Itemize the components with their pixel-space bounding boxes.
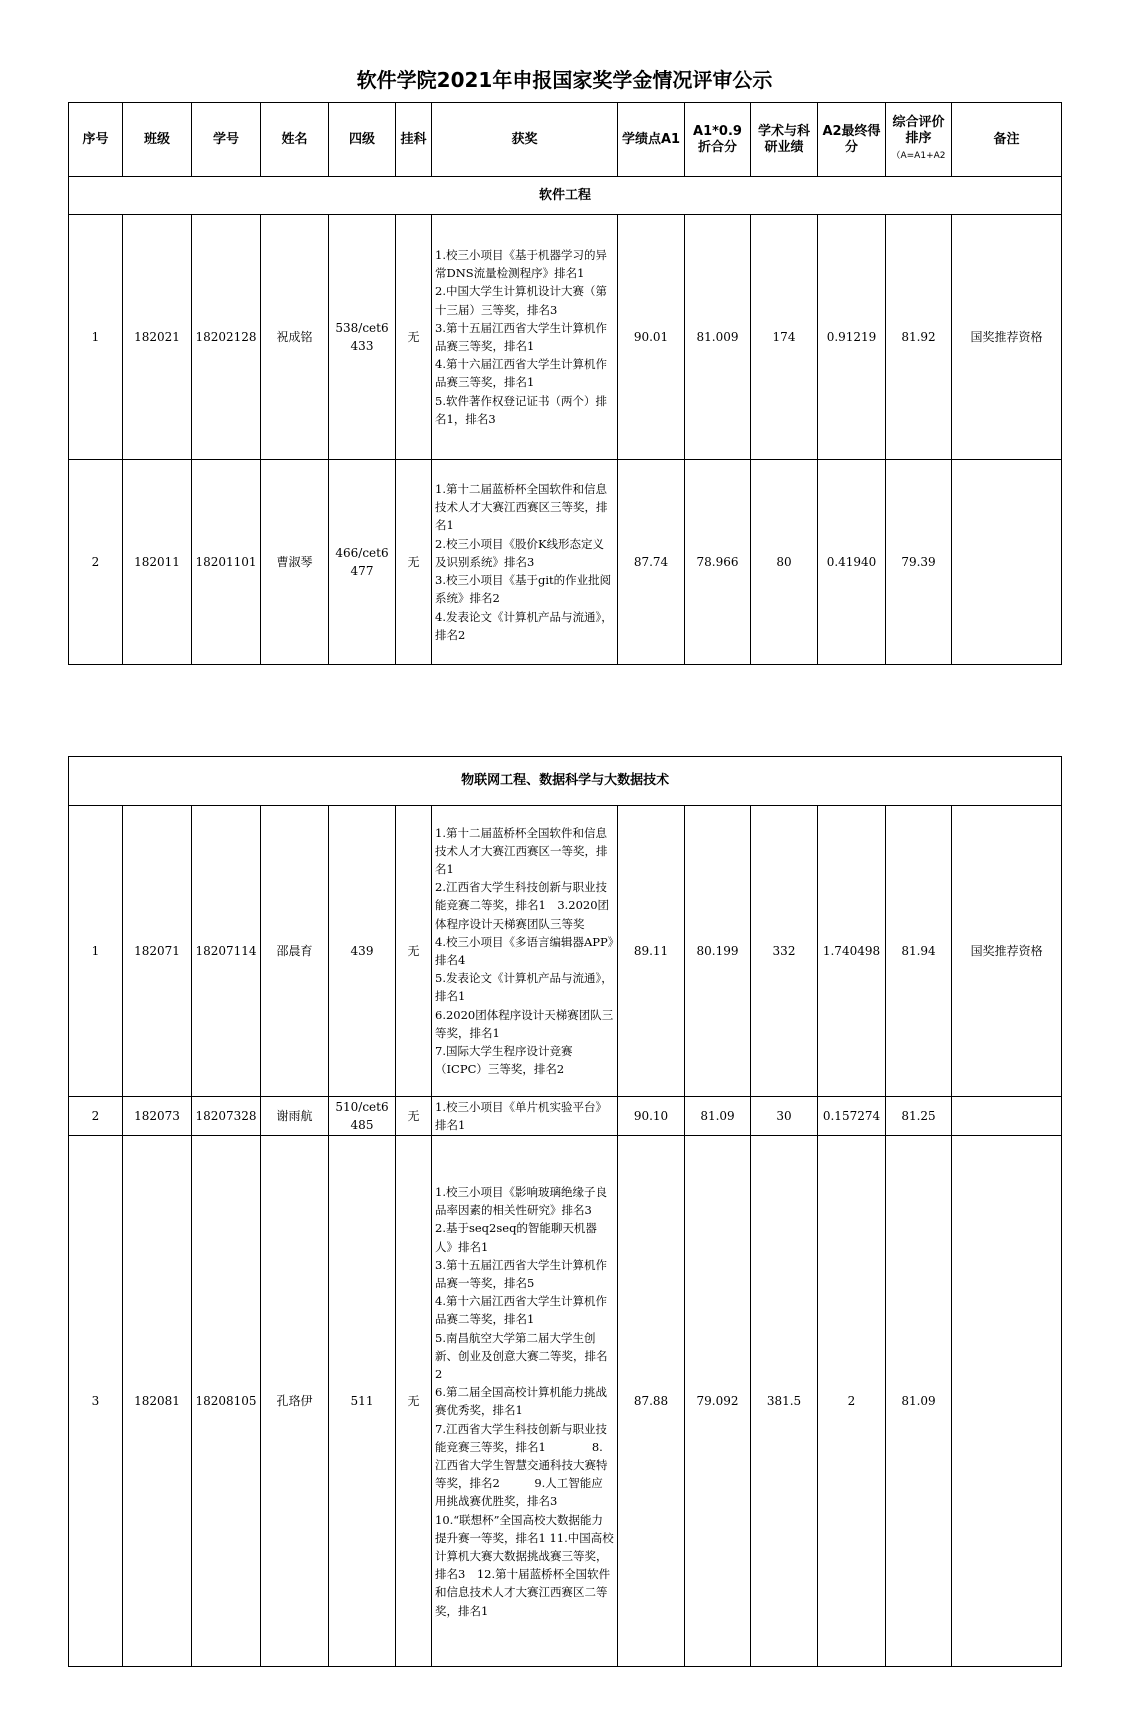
cell-cet: 511 [329, 1136, 396, 1667]
cell-a2-score: 0.157274 [818, 1097, 886, 1136]
cell-cet: 466/cet6 477 [329, 460, 396, 665]
cell-failed: 无 [396, 215, 432, 460]
scholarship-table-iot-data-science [68, 756, 1062, 1667]
cell-a1-score: 81.09 [685, 1097, 751, 1136]
cell-failed: 无 [396, 460, 432, 665]
table-row [69, 806, 1062, 1097]
cell-remark [952, 1136, 1062, 1667]
cell-research: 30 [751, 1097, 818, 1136]
header-research: 学术与科研业绩 [751, 103, 818, 177]
cell-class: 182021 [123, 215, 192, 460]
cell-a1-score: 81.009 [685, 215, 751, 460]
cell-a1-score: 79.092 [685, 1136, 751, 1667]
header-awards: 获奖 [432, 103, 618, 177]
header-rank [886, 103, 952, 177]
header-rank-note: （A=A1+A2 [891, 151, 946, 161]
section-row [69, 757, 1062, 806]
cell-name: 邵晨育 [261, 806, 329, 1097]
section-row [69, 177, 1062, 215]
cell-cet: 538/cet6 433 [329, 215, 396, 460]
cell-student-id: 18208105 [192, 1136, 261, 1667]
cell-research: 381.5 [751, 1136, 818, 1667]
table-row [69, 1136, 1062, 1667]
cell-name: 祝成铭 [261, 215, 329, 460]
cell-a1-score: 80.199 [685, 806, 751, 1097]
table-header-row [69, 103, 1062, 177]
cell-awards: 1.校三小项目《影响玻璃绝缘子良品率因素的相关性研究》排名3 2.基于seq2seq的智能聊天机器人》排名1 3.第十五届江西省大学生计算机作品赛一等奖，排名5 4.第十六届江西省大学生计算机作品赛二等奖，排名1 5.南昌航空大学第二届大学生创新、创业及创意大赛二等奖，排名2 6.第二届全国高校计算机能力挑战赛优秀奖，排名1 7.江西省大学生科技创新与职业技能竞赛三等奖，排名1 8.江西省大学生智慧交通科技大赛特等奖，排名2 9.人工智能应用挑战赛优胜奖，排名3 10.“联想杯”全国高校大数据能力提升赛一等奖，排名1 11.中国高校计算机大赛大数据挑战赛三等奖，排名3 12.第十届蓝桥杯全国软件和信息技术人才大赛江西赛区二等奖，排名1 [432, 1136, 618, 1667]
cell-cet: 439 [329, 806, 396, 1097]
cell-seq: 1 [69, 806, 123, 1097]
table-row [69, 1097, 1062, 1136]
cell-student-id: 18207328 [192, 1097, 261, 1136]
section-title: 软件工程 [69, 177, 1062, 215]
cell-remark [952, 460, 1062, 665]
cell-gpa: 90.01 [618, 215, 685, 460]
header-a2-score: A2最终得分 [818, 103, 886, 177]
cell-awards: 1.校三小项目《单片机实验平台》排名1 [432, 1097, 618, 1136]
section-title: 物联网工程、数据科学与大数据技术 [69, 757, 1062, 806]
page-title: 软件学院2021年申报国家奖学金情况评审公示 [356, 68, 773, 92]
header-failed: 挂科 [396, 103, 432, 177]
cell-a1-score: 78.966 [685, 460, 751, 665]
cell-seq: 2 [69, 460, 123, 665]
cell-name: 谢雨航 [261, 1097, 329, 1136]
cell-rank: 81.25 [886, 1097, 952, 1136]
cell-class: 182071 [123, 806, 192, 1097]
header-seq: 序号 [69, 103, 123, 177]
cell-remark: 国奖推荐资格 [952, 806, 1062, 1097]
cell-gpa: 87.88 [618, 1136, 685, 1667]
scholarship-table-software-engineering [68, 102, 1062, 665]
cell-failed: 无 [396, 1097, 432, 1136]
cell-student-id: 18201101 [192, 460, 261, 665]
table-row [69, 215, 1062, 460]
cell-a2-score: 1.740498 [818, 806, 886, 1097]
cell-class: 182081 [123, 1136, 192, 1667]
cell-awards: 1.第十二届蓝桥杯全国软件和信息技术人才大赛江西赛区三等奖，排名1 2.校三小项目《股价K线形态定义及识别系统》排名3 3.校三小项目《基于git的作业批阅系统》排名2 4.发表论文《计算机产品与流通》，排名2 [432, 460, 618, 665]
header-rank-label: 综合评价排序 [892, 115, 945, 146]
table-row [69, 460, 1062, 665]
header-cet: 四级 [329, 103, 396, 177]
cell-awards: 1.第十二届蓝桥杯全国软件和信息技术人才大赛江西赛区一等奖，排名1 2.江西省大学生科技创新与职业技能竞赛二等奖，排名1 3.2020团体程序设计天梯赛团队三等奖 4.校三小项目《多语言编辑器APP》排名4 5.发表论文《计算机产品与流通》，排名1 6.2020团体程序设计天梯赛团队三等奖，排名1 7.国际大学生程序设计竞赛（ICPC）三等奖，排名2 [432, 806, 618, 1097]
cell-gpa: 89.11 [618, 806, 685, 1097]
cell-remark [952, 1097, 1062, 1136]
cell-student-id: 18202128 [192, 215, 261, 460]
cell-name: 孔珞伊 [261, 1136, 329, 1667]
header-remark: 备注 [952, 103, 1062, 177]
cell-rank: 81.09 [886, 1136, 952, 1667]
header-gpa: 学绩点A1 [618, 103, 685, 177]
cell-failed: 无 [396, 806, 432, 1097]
cell-failed: 无 [396, 1136, 432, 1667]
cell-a2-score: 0.41940 [818, 460, 886, 665]
cell-research: 174 [751, 215, 818, 460]
header-student-id: 学号 [192, 103, 261, 177]
cell-rank: 81.92 [886, 215, 952, 460]
cell-student-id: 18207114 [192, 806, 261, 1097]
cell-class: 182011 [123, 460, 192, 665]
cell-gpa: 87.74 [618, 460, 685, 665]
header-name: 姓名 [261, 103, 329, 177]
cell-rank: 79.39 [886, 460, 952, 665]
cell-a2-score: 2 [818, 1136, 886, 1667]
cell-rank: 81.94 [886, 806, 952, 1097]
cell-awards: 1.校三小项目《基于机器学习的异常DNS流量检测程序》排名1 2.中国大学生计算机设计大赛（第十三届）三等奖，排名3 3.第十五届江西省大学生计算机作品赛三等奖，排名1 4.第十六届江西省大学生计算机作品赛三等奖，排名1 5.软件著作权登记证书（两个）排名1，排名3 [432, 215, 618, 460]
cell-a2-score: 0.91219 [818, 215, 886, 460]
cell-research: 80 [751, 460, 818, 665]
cell-gpa: 90.10 [618, 1097, 685, 1136]
cell-name: 曹淑琴 [261, 460, 329, 665]
cell-remark: 国奖推荐资格 [952, 215, 1062, 460]
header-a1-score: A1*0.9折合分 [685, 103, 751, 177]
cell-cet: 510/cet6 485 [329, 1097, 396, 1136]
cell-research: 332 [751, 806, 818, 1097]
cell-seq: 3 [69, 1136, 123, 1667]
cell-class: 182073 [123, 1097, 192, 1136]
header-class: 班级 [123, 103, 192, 177]
cell-seq: 1 [69, 215, 123, 460]
cell-seq: 2 [69, 1097, 123, 1136]
